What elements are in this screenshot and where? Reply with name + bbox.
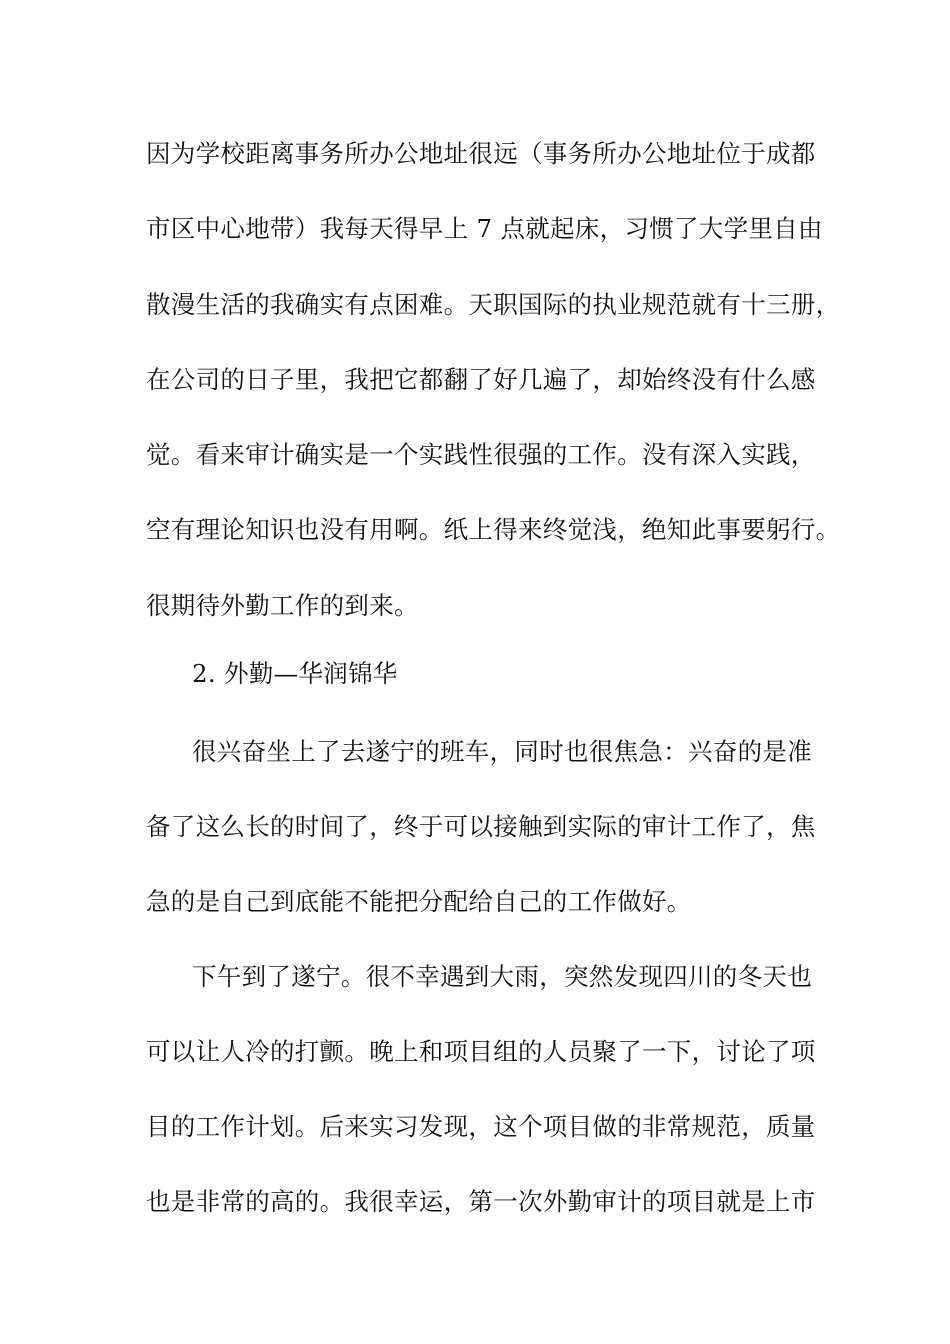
text-line: 也是非常的高的。我很幸运，第一次外勤审计的项目就是上市 <box>146 1187 816 1216</box>
text-line: 目的工作计划。后来实习发现，这个项目做的非常规范，质量 <box>146 1112 816 1141</box>
text-line: 觉。看来审计确实是一个实践性很强的工作。没有深入实践， <box>146 440 816 469</box>
text-line: 空有理论知识也没有用啊。纸上得来终觉浅，绝知此事要躬行。 <box>146 515 841 544</box>
text-line: 因为学校距离事务所办公地址很远（事务所办公地址位于成都 <box>146 139 816 168</box>
text-line: 急的是自己到底能不能把分配给自己的工作做好。 <box>146 887 692 916</box>
text-line: 散漫生活的我确实有点困难。天职国际的执业规范就有十三册， <box>146 290 841 319</box>
text-line: 下午到了遂宁。很不幸遇到大雨，突然发现四川的冬天也 <box>192 962 812 991</box>
text-line: 可以让人冷的打颤。晚上和项目组的人员聚了一下，讨论了项 <box>146 1037 816 1066</box>
text-line: 很兴奋坐上了去遂宁的班车，同时也很焦急：兴奋的是准 <box>192 737 812 766</box>
text-line: 在公司的日子里，我把它都翻了好几遍了，却始终没有什么感 <box>146 365 816 394</box>
section-heading: 2. 外勤—华润锦华 <box>192 659 398 688</box>
text-line: 备了这么长的时间了，终于可以接触到实际的审计工作了，焦 <box>146 812 816 841</box>
text-line: 很期待外勤工作的到来。 <box>146 591 419 620</box>
text-line: 市区中心地带）我每天得早上 7 点就起床，习惯了大学里自由 <box>146 214 823 243</box>
